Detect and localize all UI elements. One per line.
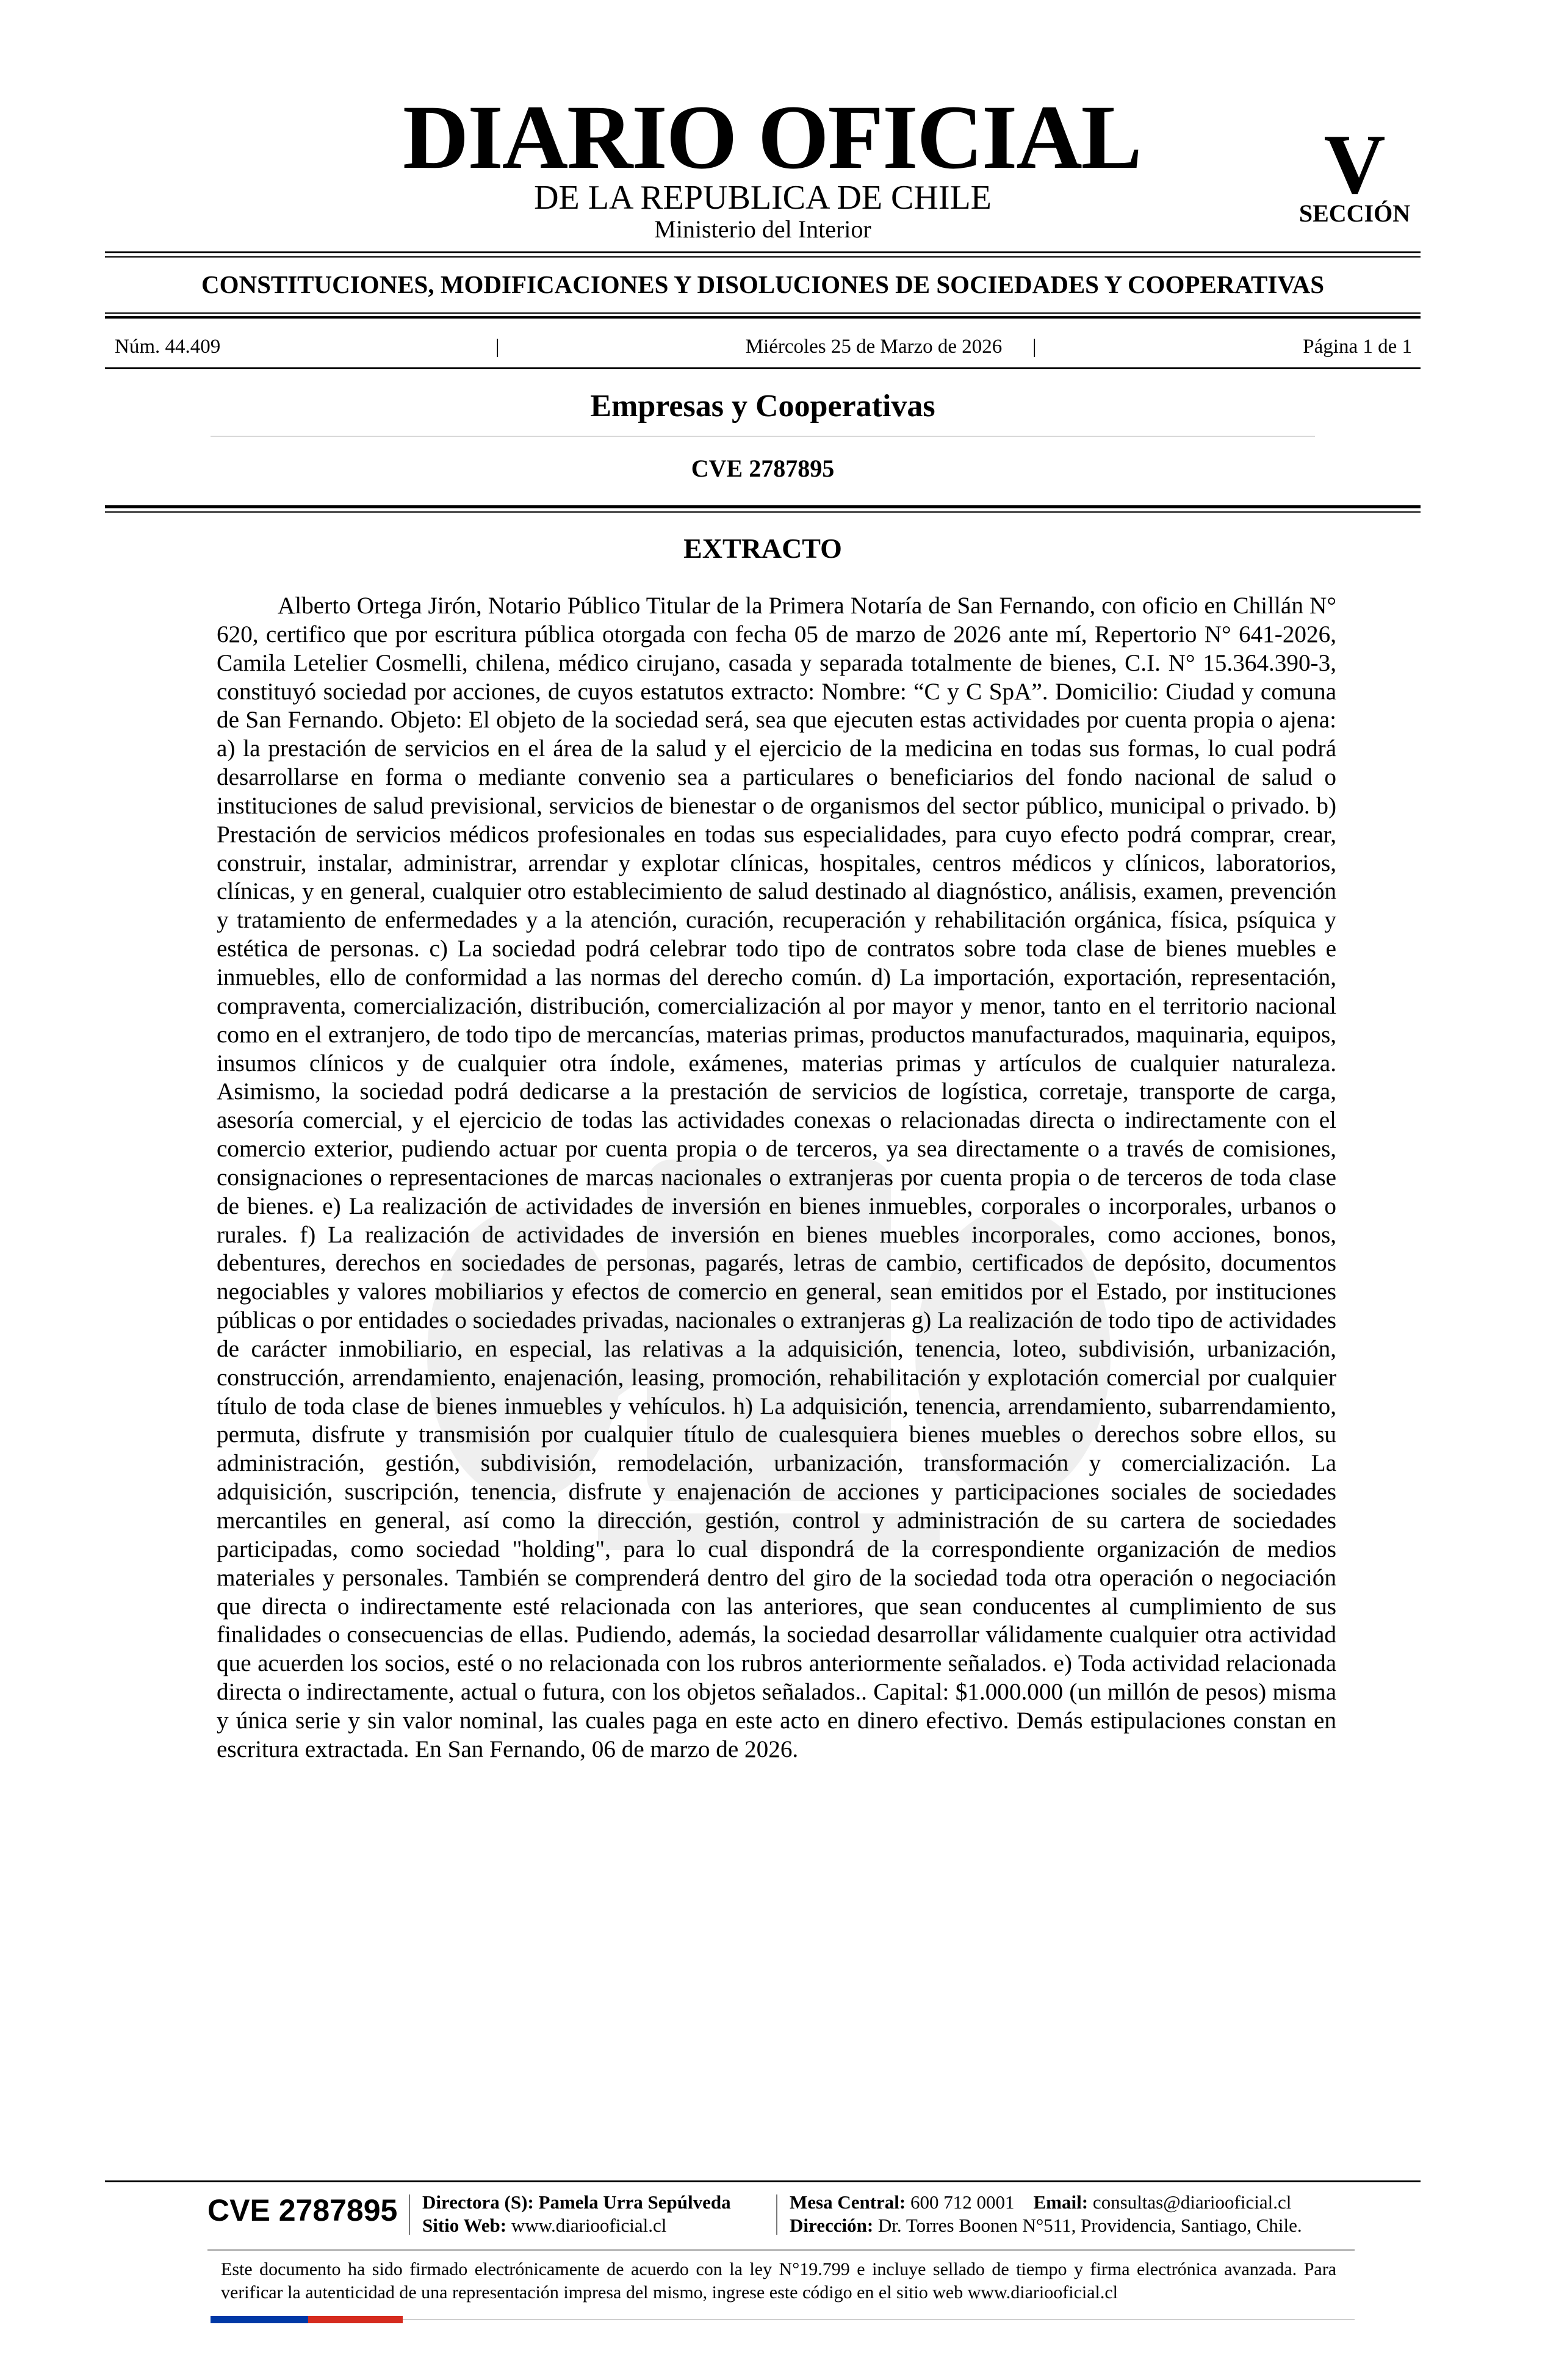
footer-contact-left <box>422 2191 731 2237</box>
masthead <box>0 0 1556 262</box>
email-link[interactable]: consultas@diariooficial.cl <box>1092 2191 1292 2213</box>
ministry-label: Ministerio del Interior <box>654 215 871 243</box>
divider <box>105 505 1421 508</box>
address-label: Dirección: <box>790 2215 874 2236</box>
newspaper-title: DIARIO OFICIAL <box>403 87 1141 188</box>
divider <box>105 256 1421 258</box>
issue-date: Miércoles 25 de Marzo de 2026 <box>745 336 1003 358</box>
divider <box>211 436 1315 437</box>
phone-number: 600 712 0001 <box>910 2191 1015 2213</box>
section-label: SECCIÓN <box>1298 200 1411 227</box>
director-label: Directora (S): <box>422 2191 534 2213</box>
footer-contact-right <box>790 2191 1302 2237</box>
section-number: V <box>1324 117 1386 212</box>
section-category: CONSTITUCIONES, MODIFICACIONES Y DISOLUCIONES DE SOCIEDADES Y COOPERATIVAS <box>201 270 1325 298</box>
divider <box>105 367 1421 369</box>
divider <box>105 511 1421 513</box>
extract-body: Alberto Ortega Jirón, Notario Público Titular de la Primera Notaría de San Fernando, con oficio en Chillán N° 620, certifico que por escritura pública otorgada con fecha 05 de marzo de 2026 ante mí, Repertorio N° 641-2026, Camila Letelier Cosmelli, chilena, médico cirujano, casada y separada totalmente de bienes, C.I. N° 15.364.390-3, constituyó sociedad por acciones, de cuyos estatutos extracto: Nombre: “C y C SpA”. Domicilio: Ciudad y comuna de San Fernando. Objeto: El objeto de la sociedad será, sea que ejecuten estas actividades por cuenta propia o ajena: a) la prestación de servicios en el área de la salud y el ejercicio de la medicina en todas sus formas, lo cual podrá desarrollarse en forma o mediante convenio sea a particulares o beneficiarios del fondo nacional de salud o instituciones de salud previsional, servicios de bienestar o de organismos del sector público, municipal o privado. b) Prestación de servicios médicos profesionales en todas sus especialidades, para cuyo efecto podrá comprar, crear, construir, instalar, administrar, arrendar y explotar clínicas, hospitales, centros médicos y clínicos, laboratorios, clínicas, y en general, cualquier otro establecimiento de salud destinado al diagnóstico, análisis, examen, prevención y tratamiento de enfermedades y a la atención, curación, recuperación y rehabilitación orgánica, física, psíquica y estética de personas. c) La sociedad podrá celebrar todo tipo de contratos sobre toda clase de bienes muebles e inmuebles, ello de conformidad a las normas del derecho común. d) La importación, exportación, representación, compraventa, comercialización, distribución, comercialización al por mayor y menor, tanto en el territorio nacional como en el extranjero, de todo tipo de mercancías, materias primas, productos manufacturados, maquinaria, equipos, insumos clínicos y de cualquier otra índole, exámenes, materias primas y artículos de cualquier naturaleza. Asimismo, la sociedad podrá dedicarse a la prestación de servicios de logística, corretaje, transporte de carga, asesoría comercial, y el ejercicio de todas las actividades conexas o relacionadas directa o indirectamente con el comercio exterior, pudiendo actuar por cuenta propia o de terceros, ya sea directamente o a través de comisiones, consignaciones o representaciones de marcas nacionales o extranjeras por cuenta propia o de terceros de toda clase de bienes. e) La realización de actividades de inversión en bienes inmuebles, corporales o incorporales, urbanos o rurales. f) La realización de actividades de inversión en bienes muebles incorporales, como acciones, bonos, debentures, derechos en sociedades de personas, pagarés, letras de cambio, certificados de depósito, documentos negociables y valores mobiliarios y efectos de comercio en general, sean emitidos por el Estado, por instituciones públicas o por entidades o sociedades privadas, nacionales o extranjeras g) La realización de todo tipo de actividades de carácter inmobiliario, en especial, las relativas a la adquisición, tenencia, loteo, subdivisión, urbanización, construcción, arrendamiento, enajenación, leasing, promoción, rehabilitación y explotación comercial por cualquier título de toda clase de bienes inmuebles y vehículos. h) La adquisición, tenencia, arrendamiento, subarrendamiento, permuta, disfrute y transmisión por cualquier título de cualesquiera bienes muebles o derechos sobre ellos, su administración, gestión, subdivisión, remodelación, urbanización, transformación y comercialización. La adquisición, suscripción, tenencia, disfrute y enajenación de acciones y participaciones sociales de sociedades mercantiles en general, así como la dirección, gestión, control y administración de su cartera de sociedades participadas, como sociedad "holding", para lo cual dispondrá de la correspondiente organización de medios materiales y personales. También se comprenderá dentro del giro de la sociedad toda otra operación o negociación que directa o indirectamente esté relacionada con las anteriores, que sean conducentes al cumplimiento de sus finalidades o consecuencias de ellas. Pudiendo, además, la sociedad desarrollar válidamente cualquier otra actividad que acuerden los socios, esté o no relacionada con los rubros anteriormente señalados. e) Toda actividad relacionada directa o indirectamente, actual o futura, con los objetos señalados.. Capital: $1.000.000 (un millón de pesos) misma y única serie y sin valor nominal, las cuales paga en este acto en dinero efectivo. Demás estipulaciones constan en escritura extractada. En San Fernando, 06 de marzo de 2026. <box>217 593 1336 1762</box>
newspaper-subtitle: DE LA REPUBLICA DE CHILE <box>534 179 992 217</box>
flag-blue-stripe <box>211 2316 308 2323</box>
divider <box>105 312 1421 314</box>
separator: | <box>1032 336 1037 358</box>
legal-notice: Este documento ha sido firmado electrónicamente de acuerdo con la ley N°19.799 e incluye sellado de tiempo y firma electrónica avanzada. Para verificar la autenticidad de una representación impresa del mismo, ingrese este código en el sitio web www.diariooficial.cl <box>221 2259 1336 2302</box>
divider <box>105 251 1421 253</box>
separator: | <box>495 336 500 358</box>
address-text: Dr. Torres Boonen N°511, Providencia, Santiago, Chile. <box>877 2215 1302 2236</box>
footer-divider <box>105 2180 1421 2182</box>
footer-separator <box>409 2194 410 2235</box>
website-label: Sitio Web: <box>422 2215 507 2236</box>
issue-number: Núm. 44.409 <box>115 336 221 358</box>
issue-info-bar <box>105 334 1421 359</box>
footer-cve-code: CVE 2787895 <box>207 2193 398 2227</box>
director-name: Pamela Urra Sepúlveda <box>538 2191 731 2213</box>
footer-divider <box>207 2249 1355 2251</box>
email-label: Email: <box>1033 2191 1089 2213</box>
document-heading: EXTRACTO <box>683 533 842 564</box>
footer-separator <box>776 2194 777 2235</box>
org-title: Empresas y Cooperativas <box>590 389 935 424</box>
website-link[interactable]: www.diariooficial.cl <box>511 2215 667 2236</box>
cve-code: CVE 2787895 <box>691 455 835 482</box>
flag-red-stripe <box>308 2316 403 2323</box>
phone-label: Mesa Central: <box>790 2191 906 2213</box>
page-indicator: Página 1 de 1 <box>1303 336 1412 358</box>
divider <box>105 316 1421 319</box>
